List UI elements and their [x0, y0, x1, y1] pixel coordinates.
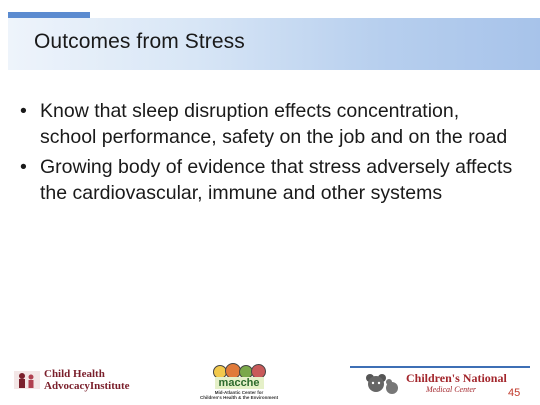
macche-subtitle-line2: Children's Health & the Environment: [200, 395, 279, 400]
cha-line2: AdvocacyInstitute: [44, 380, 130, 392]
footer-rule: [350, 366, 530, 368]
bullet-item: [20, 154, 520, 206]
cnmc-line1: Children's National: [406, 371, 507, 385]
cnmc-line2: Medical Center: [426, 385, 476, 394]
page-number: 45: [508, 387, 521, 399]
bullet-item: [20, 98, 520, 150]
slide-title: Outcomes from Stress: [34, 30, 245, 53]
bullet-text: Growing body of evidence that stress adversely affects the cardiovascular, immune and other systems: [40, 156, 513, 204]
bullet-text: Know that sleep disruption effects concentration, school performance, safety on the job and on the road: [40, 100, 508, 148]
cha-line1: Child Health: [44, 368, 105, 380]
teddy-bear-icon: [362, 372, 402, 396]
macche-logo: [200, 357, 278, 400]
children-faces-icon: [214, 357, 265, 379]
macche-subtitle: [200, 390, 278, 400]
child-health-advocacy-logo: [14, 368, 130, 392]
bullet-marker: •: [20, 100, 27, 122]
childrens-national-logo: [362, 372, 507, 396]
macche-wordmark: macche: [215, 377, 264, 389]
child-silhouettes-icon: [14, 369, 40, 391]
bullet-list: [20, 98, 520, 210]
bullet-marker: •: [20, 156, 27, 178]
macche-subtitle-line1: Mid-Atlantic Center for: [214, 390, 264, 395]
